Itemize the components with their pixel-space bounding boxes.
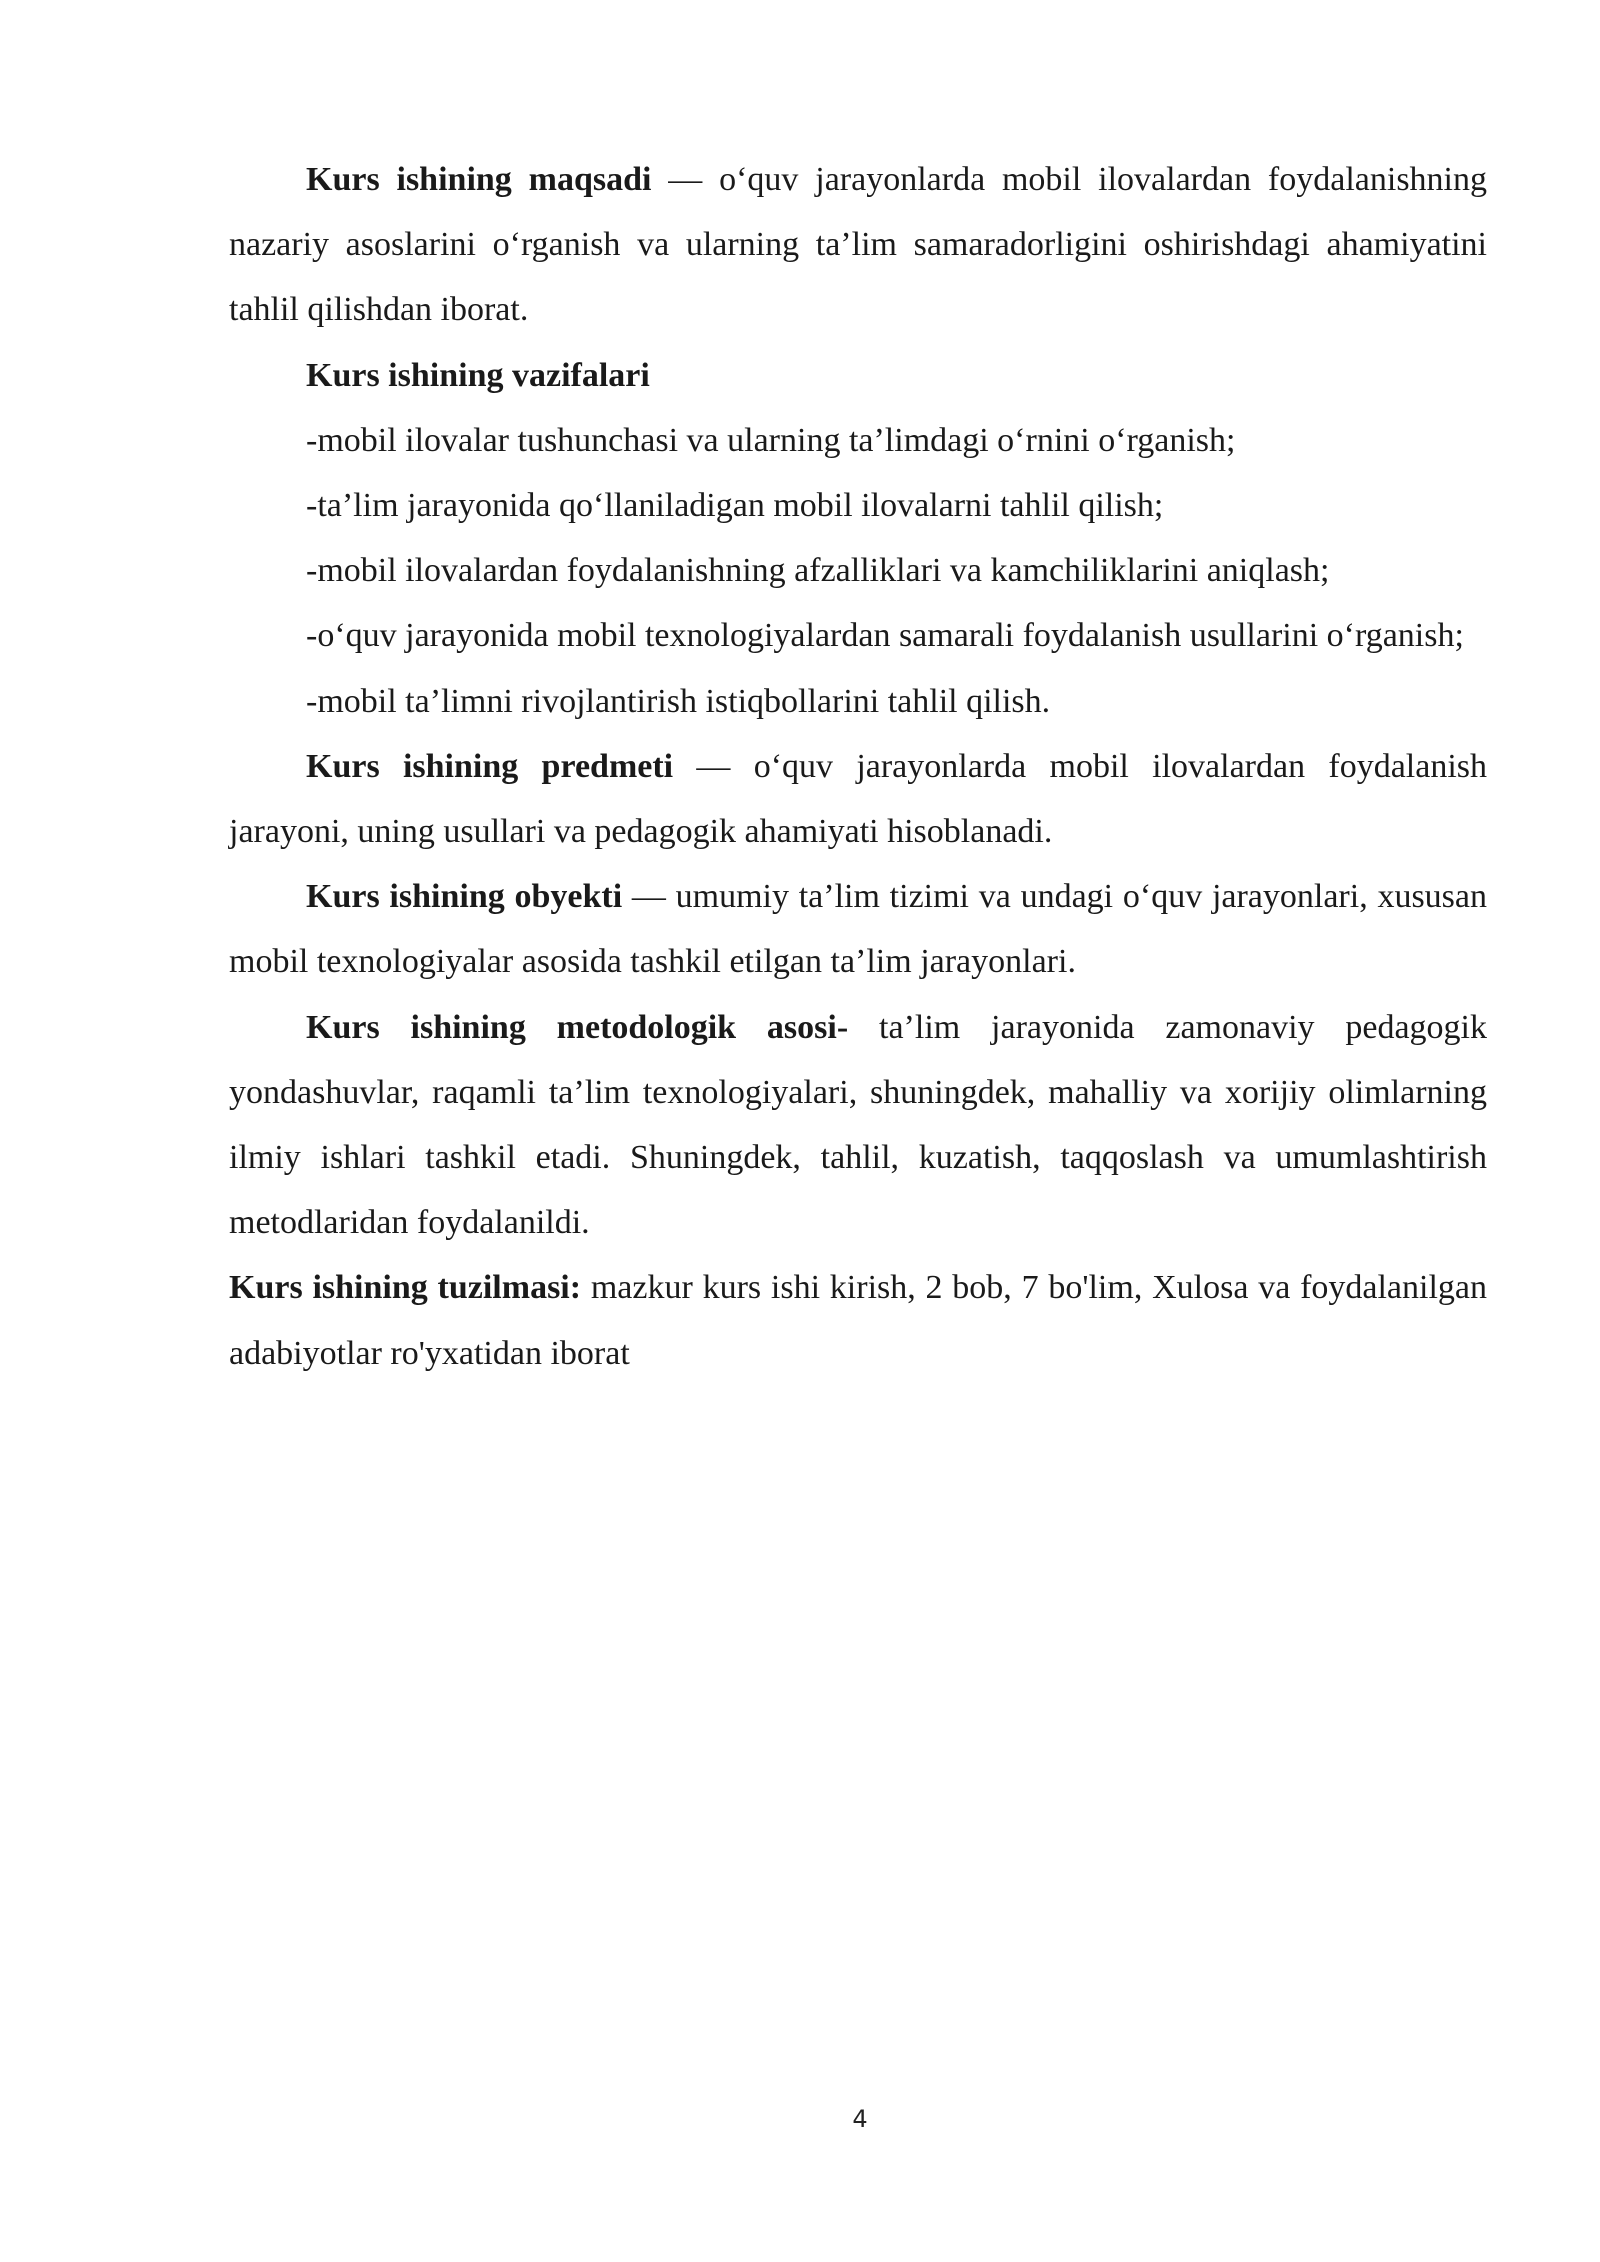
structure-label: Kurs ishining tuzilmasi: [229, 1269, 582, 1307]
object-label: Kurs ishining obyekti [306, 878, 623, 916]
goal-paragraph [229, 147, 1487, 343]
subject-paragraph [229, 734, 1487, 864]
task-item: -mobil ta’limni rivojlantirish istiqbollarini tahlil qilish. [306, 682, 1051, 720]
methodology-paragraph [229, 995, 1487, 1256]
methodology-text: ta’lim jarayonida zamonaviy pedagogik yondashuvlar, raqamli ta’lim texnologiyalari, shuningdek, mahalliy va xorijiy olimlarning ilmiy ishlari tashkil etadi. Shuningdek, tahlil, kuzatish, taqqoslash va umumlashtirish metodlaridan foydalanildi. [229, 1008, 1487, 1242]
tasks-heading-paragraph [229, 343, 1487, 408]
tasks-heading: Kurs ishining vazifalari [306, 356, 650, 394]
task-item: -o‘quv jarayonida mobil texnologiyalardan samarali foydalanish usullarini o‘rganish; [306, 617, 1464, 655]
task-item: -mobil ilovalardan foydalanishning afzalliklari va kamchiliklarini aniqlash; [306, 552, 1330, 590]
task-item: -mobil ilovalar tushunchasi va ularning ta’limdagi o‘rnini o‘rganish; [306, 421, 1236, 459]
structure-text: mazkur kurs ishi kirish, 2 bob, 7 bo'lim, Xulosa va foydalanilgan adabiyotlar ro'yxatidan iborat [229, 1269, 1488, 1372]
object-text: — umumiy ta’lim tizimi va undagi o‘quv jarayonlari, xususan mobil texnologiyalar asosida tashkil etilgan ta’lim jarayonlari. [229, 878, 1487, 981]
structure-paragraph [229, 1255, 1487, 1385]
page-body [229, 147, 1487, 1386]
object-paragraph [229, 864, 1487, 994]
goal-label: Kurs ishining maqsadi [306, 161, 652, 198]
page-number: 4 [852, 2105, 868, 2133]
subject-label: Kurs ishining predmeti [306, 747, 674, 785]
goal-text: — o‘quv jarayonlarda mobil ilovalardan foydalanishning nazariy asoslarini o‘rganish va ularning ta’lim samaradorligini oshirishdagi ahamiyatini tahlil qilishdan iborat. [229, 161, 1487, 329]
task-item: -ta’lim jarayonida qo‘llaniladigan mobil ilovalarni tahlil qilish; [306, 487, 1164, 525]
methodology-label: Kurs ishining metodologik asosi- [306, 1008, 849, 1046]
subject-text: — o‘quv jarayonlarda mobil ilovalardan foydalanish jarayoni, uning usullari va pedagogik ahamiyati hisoblanadi. [229, 747, 1487, 851]
